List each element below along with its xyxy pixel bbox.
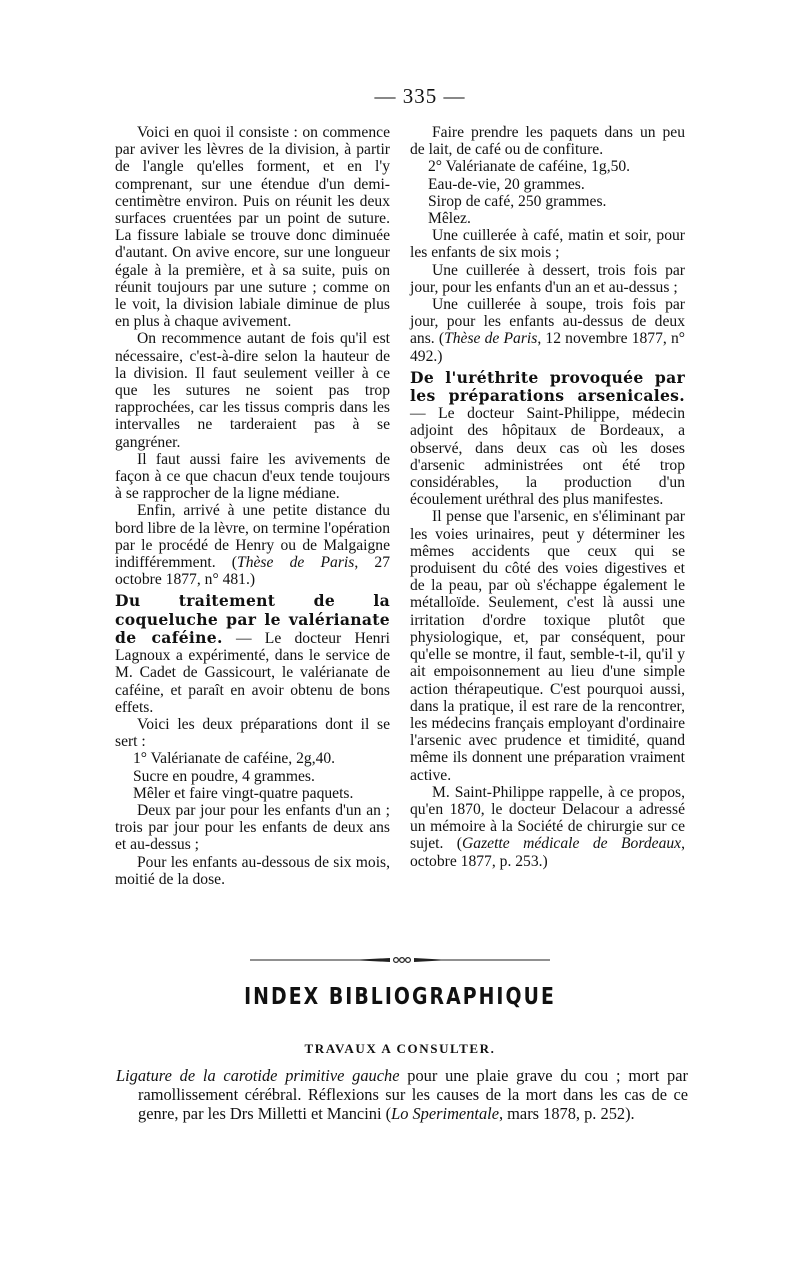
- entry-source: Lo Sperimentale: [391, 1104, 499, 1123]
- source-citation: Thèse de Paris: [237, 554, 355, 572]
- recipe-line: 1° Valérianate de caféine, 2g,40.: [133, 750, 336, 768]
- paragraph: Voici les deux préparations dont il se sert :: [115, 715, 390, 751]
- page-number: — 335 —: [374, 84, 466, 108]
- paragraph-text: , octobre 1877, p. 253.): [410, 835, 685, 870]
- paragraph-text: , 27 octobre 1877, n° 481.): [115, 554, 391, 589]
- paragraph: [115, 502, 390, 588]
- paragraph: On recommence autant de fois qu'il est nécessaire, c'est-à-dire selon la hauteur de la division. Il faut seulement veiller à ce que les sutures ne soient pas trop rapprochées, car les tissus compris dans les intervalles ne tarderaient pas à se gangréner.: [115, 330, 390, 451]
- section-coqueluche: [115, 592, 390, 715]
- paragraph: Il pense que l'arsenic, en s'éliminant par les voies urinaires, peut y déterminer les mêmes accidents que ceux qui se produisent du côté des voies digestives et de la peau, par où s'échappe également le métalloïde. Seulement, c'est là aussi une irritation d'ordre toxique plutôt que physiologique, et, par conséquent, pour qu'elle se montre, il faut, semble-t-il, qu'il y ait empoisonnement au lieu d'une simple action thérapeutique. C'est pourquoi aussi, dans la pratique, il est rare de la rencontrer, les médecins français employant d'ordinaire l'arsenic avec prudence et timidité, quand même ils donnent une préparation vraiment active.: [410, 508, 685, 784]
- paragraph-text: Une cuillerée à soupe, trois fois par jour, pour les enfants au-dessus de deux ans. (: [410, 296, 685, 348]
- left-column: [115, 124, 390, 888]
- paragraph: [410, 784, 685, 870]
- section-urethrite: [410, 369, 685, 509]
- index-subheading: TRAVAUX A CONSULTER.: [304, 1041, 496, 1056]
- recipe-line: Mêlez.: [428, 210, 471, 228]
- section-body: — Le docteur Henri Lagnoux a expérimenté, dans le service de M. Cadet de Gassicourt, le valérianate de caféine, et paraît en avoir obtenu de bons effets.: [115, 629, 390, 716]
- recipe-line: Sucre en poudre, 4 grammes.: [133, 767, 315, 785]
- bibliography-entry: [116, 1066, 688, 1123]
- recipe-line: Sirop de café, 250 grammes.: [428, 192, 607, 210]
- recipe-line: Mêler et faire vingt-quatre paquets.: [133, 784, 354, 802]
- paragraph: [410, 296, 685, 365]
- bibliography-item: [116, 1066, 688, 1123]
- paragraph: Une cuillerée à dessert, trois fois par jour, pour les enfants d'un an et au-dessus ;: [410, 261, 685, 296]
- section-title: De l'uréthrite provoquée par les préparations arsenicales.: [410, 367, 685, 406]
- paragraph: Il faut aussi faire les avivements de façon à ce que chacun d'eux tende toujours à se rapprocher de la ligne médiane.: [115, 450, 390, 503]
- source-citation: Gazette médicale de Bordeaux: [462, 835, 682, 853]
- source-citation: Thèse de Paris: [444, 330, 538, 348]
- paragraph-text: , 12 novembre 1877, n° 492.): [410, 330, 685, 365]
- paragraph: Faire prendre les paquets dans un peu de lait, de café ou de confiture.: [410, 124, 685, 159]
- section-body: — Le docteur Saint-Philippe, médecin adjoint des hôpitaux de Bordeaux, a observé, dans deux cas où les doses d'arsenic administrées ont été trop considérables, la production d'un écoulement uréthral des plus manifestes.: [410, 405, 685, 509]
- paragraph: Pour les enfants au-dessous de six mois, moitié de la dose.: [115, 853, 390, 888]
- entry-text: pour une plaie grave du cou ; mort par ramollissement cérébral. Réflexions sur les causes de la mort dans les cas de ce genre, par les Drs Milletti et Mancini (: [138, 1066, 688, 1123]
- paragraph: Voici en quoi il consiste : on commence par aviver les lèvres de la division, à partir de l'angle qu'elles forment, et en l'y comprenant, sur une étendue d'un demi-centimètre environ. Puis on réunit les deux surfaces cruentées par un point de suture. La fissure labiale se trouve donc diminuée d'autant. On avive encore, sur une longueur égale à la première, et à sa suite, puis on réunit toujours par une suture ; comme on le voit, la division labiale diminue de plus en plus à chaque avivement.: [115, 124, 390, 331]
- right-column: [410, 124, 685, 870]
- entry-title: Ligature de la carotide primitive gauche: [116, 1066, 400, 1085]
- entry-text: , mars 1878, p. 252).: [498, 1104, 635, 1123]
- ornamental-divider: [250, 957, 550, 963]
- paragraph: Une cuillerée à café, matin et soir, pour les enfants de six mois ;: [410, 227, 685, 262]
- paragraph-text: Enfin, arrivé à une petite distance du bord libre de la lèvre, on termine l'opération par le procédé de Henry ou de Malgaigne indifféremment. (: [115, 502, 390, 572]
- recipe-line: Eau-de-vie, 20 grammes.: [428, 175, 585, 193]
- index-title: INDEX BIBLIOGRAPHIQUE: [244, 984, 556, 1010]
- recipe-line: 2° Valérianate de caféine, 1g,50.: [428, 158, 631, 176]
- paragraph: Deux par jour pour les enfants d'un an ; trois par jour pour les enfants de deux ans et au-dessus ;: [115, 801, 390, 854]
- paragraph-text: M. Saint-Philippe rappelle, à ce propos, qu'en 1870, le docteur Delacour a adressé un mémoire à la Société de chirurgie sur ce sujet. (: [410, 783, 685, 853]
- section-title: Du traitement de la coqueluche par le valérianate de caféine.: [115, 591, 390, 647]
